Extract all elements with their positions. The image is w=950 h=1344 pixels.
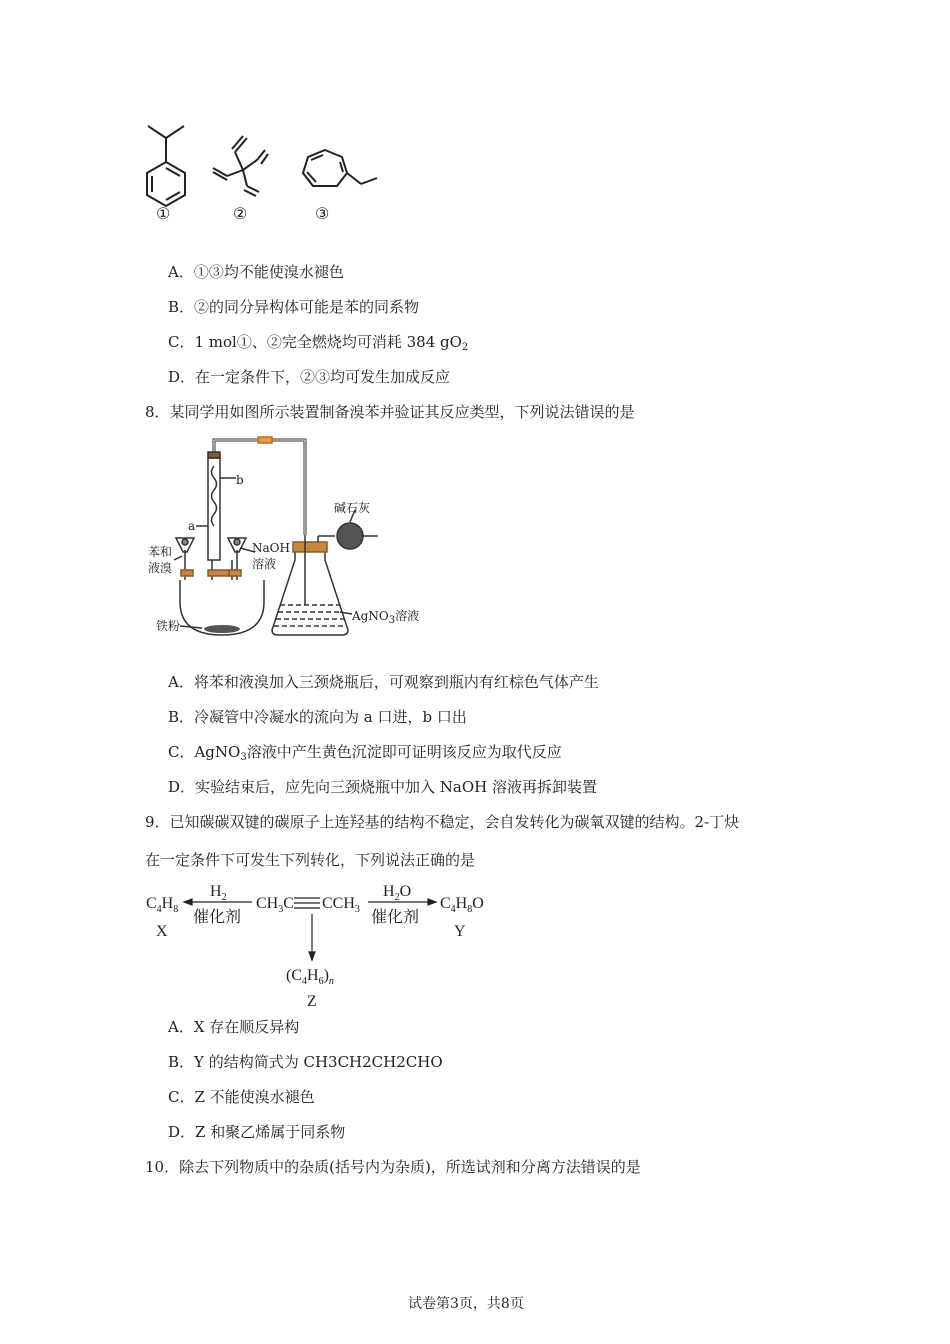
y-label: Y (454, 923, 466, 940)
label-iron: 铁粉 (156, 619, 181, 633)
molecular-structures (135, 120, 395, 230)
label-sodalime: 碱石灰 (334, 501, 371, 515)
q9-option-d: D．Z 和聚乙烯属于同系物 (168, 1123, 346, 1141)
reaction-scheme (140, 878, 520, 1008)
q9-option-c: C．Z 不能使溴水褪色 (168, 1088, 315, 1106)
q8-option-c-sub: 3 (240, 752, 247, 763)
structure-label-1: ① (156, 204, 171, 223)
catalyst-right: 催化剂 (371, 909, 420, 926)
page-footer: 试卷第3页，共8页 (408, 1296, 524, 1312)
h2o-reagent: $H_2O$ (383, 883, 412, 903)
q8-option-c (168, 742, 562, 762)
center-formula-right: $CCH_3$ (322, 895, 360, 915)
label-agno3 (352, 606, 419, 626)
label-benzene-line1: 苯和 (148, 545, 173, 559)
z-label: Z (307, 993, 317, 1008)
q9-stem-line1: 9．已知碳碳双键的碳原子上连羟基的结构不稳定，会自发转化为碳氧双键的结构。2-丁炔 (145, 813, 740, 831)
x-formula: $C_4H_8$ (146, 895, 179, 915)
label-agno3-text: AgNO (352, 609, 389, 623)
q8-stem: 8．某同学用如图所示装置制备溴苯并验证其反应类型，下列说法错误的是 (145, 403, 635, 421)
q7-option-b: B．②的同分异构体可能是苯的同系物 (168, 298, 420, 316)
structure-isopropylbenzene (147, 126, 185, 206)
label-b: b (236, 473, 244, 487)
label-agno3-sub: 3 (388, 615, 396, 626)
q9-stem-line2: 在一定条件下可发生下列转化，下列说法正确的是 (145, 851, 476, 869)
q8-option-c-text: C．AgNO (168, 743, 241, 761)
q7-option-c (168, 332, 468, 352)
q7-option-d: D．在一定条件下，②③均可发生加成反应 (168, 368, 451, 386)
structure-label-3: ③ (315, 204, 330, 223)
structure-ethylcycloheptatriene (303, 150, 377, 186)
x-label: X (156, 923, 168, 940)
label-naoh-line2: 溶液 (252, 557, 277, 571)
q8-option-c-suffix: 溶液中产生黄色沉淀即可证明该反应为取代反应 (246, 743, 562, 761)
q7-option-c-sub: 2 (461, 342, 469, 353)
q7-option-a: A．①③均不能使溴水褪色 (168, 263, 344, 281)
q7-option-c-text: C．1 mol①、②完全燃烧均可消耗 384 gO (168, 333, 462, 351)
q9-option-b: B．Y 的结构简式为 CH3CH2CH2CHO (168, 1053, 443, 1071)
center-formula: $CH_3C$ (256, 895, 294, 915)
q10-stem: 10．除去下列物质中的杂质(括号内为杂质)，所选试剂和分离方法错误的是 (145, 1158, 641, 1176)
label-agno3-suffix: 溶液 (395, 609, 420, 623)
q8-option-b: B．冷凝管中冷凝水的流向为 a 口进，b 口出 (168, 708, 467, 726)
label-a: a (188, 519, 196, 533)
label-benzene-line2: 液溴 (148, 561, 173, 575)
z-formula: $(C_4H_6)_n$ (286, 967, 334, 987)
catalyst-left: 催化剂 (193, 909, 242, 926)
q8-option-a: A．将苯和液溴加入三颈烧瓶后，可观察到瓶内有红棕色气体产生 (168, 673, 599, 691)
q9-option-a: A．X 存在顺反异构 (168, 1018, 300, 1036)
structure-tetravinylmethane (213, 136, 268, 196)
q8-option-d: D．实验结束后，应先向三颈烧瓶中加入 NaOH 溶液再拆卸装置 (168, 778, 598, 796)
y-formula: $C_4H_8O$ (440, 895, 484, 915)
structure-label-2: ② (233, 204, 248, 223)
h2-reagent: $H_2$ (210, 883, 227, 903)
label-naoh-line1: NaOH (252, 541, 290, 555)
